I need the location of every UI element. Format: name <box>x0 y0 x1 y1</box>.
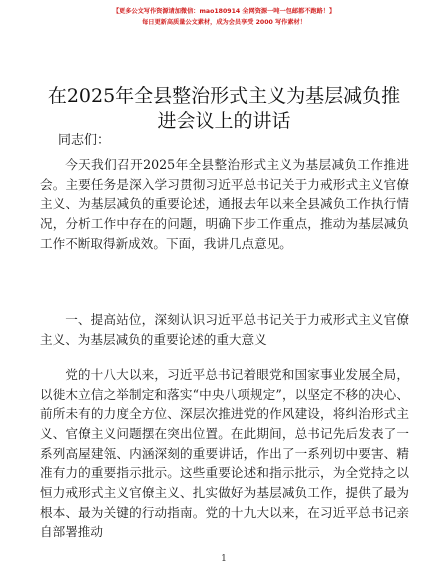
salutation: 同志们： <box>58 133 111 148</box>
paragraph-text: 党的十八大以来，习近平总书记着眼党和国家事业发展全局，以徙木立信之举制定和落实“中央八项规定”，以坚定不移的决心、前所未有的力度全方位、深层次推进党的作风建设，将纠治形式主义、官僚主义问题摆在突出位置。在此期间，总书记先后发表了一系列高屋建瓴、内涵深刻的重要讲话，作出了一系列切中要害、精准有力的重要指示批示。这些重要论述和指示批示，为全党持之以恒力戒形式主义官僚主义、扎实做好为基层减负工作，提供了最为根本、最为关键的行动指南。党的十九大以来，在习近平总书记亲自部署推动 <box>40 367 409 540</box>
promo-banner-line-1: 【更多公文写作资源请加微信：mao180914 全网资源一吨一包邮都不跑路！】 <box>112 8 336 15</box>
promo-banner-line-2: 每日更新高质量公文素材，成为会员享受 2000 写作素材！ <box>142 19 306 26</box>
body-paragraph <box>40 365 409 542</box>
document-title: 在2025年全县整治形式主义为基层减负推进会议上的讲话 <box>47 85 401 132</box>
section-heading <box>40 310 409 349</box>
page-number: 1 <box>221 554 227 564</box>
paragraph-text: 一、提高站位，深刻认识习近平总书记关于力戒形式主义官僚主义、为基层减负的重要论述的重大意义 <box>40 312 409 347</box>
intro-paragraph <box>40 155 409 253</box>
paragraph-text: 今天我们召开2025年全县整治形式主义为基层减负工作推进会。主要任务是深入学习贯彻习近平总书记关于力戒形式主义官僚主义、为基层减负的重要论述，通报去年以来全县减负工作执行情况，分析工作中存在的问题，明确下步工作重点，推动为基层减负工作不断取得新成效。下面，我讲几点意见。 <box>40 157 409 251</box>
